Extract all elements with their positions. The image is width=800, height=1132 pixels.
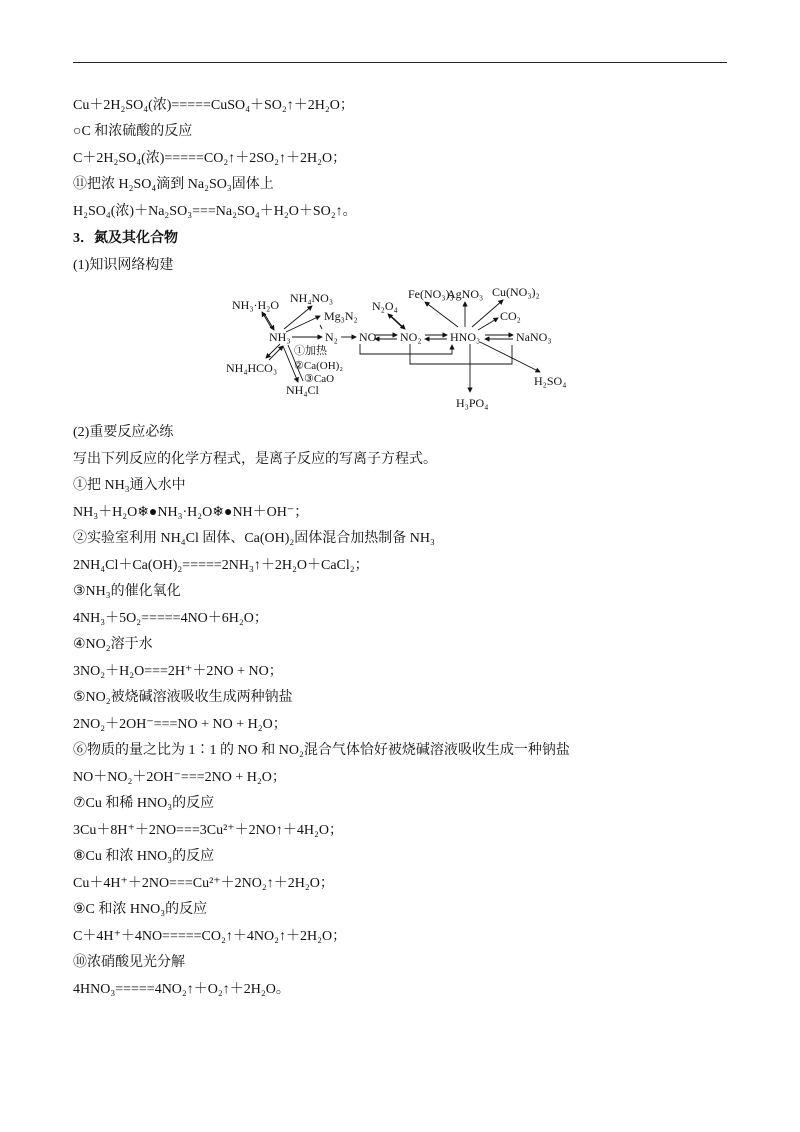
node-h3po4: H₃PO₄: [456, 396, 489, 410]
item-heading-10: ⑩浓硝酸见光分解: [73, 955, 185, 970]
node-n2: N₂: [325, 330, 338, 344]
node-cuno32: Cu(NO₃)₂: [492, 285, 540, 299]
node-hno3: HNO₃: [450, 330, 481, 344]
node-nh4hco3: NH₄HCO₃: [226, 361, 278, 375]
node-mg3n2: Mg₃N₂: [324, 309, 358, 323]
item-heading-11: ⑪把浓 H₂SO₄滴到 Na₂SO₃固体上: [73, 177, 274, 192]
equation-cu-conc-h2so4: Cu＋2H₂SO₄(浓)=====CuSO₄＋SO₂↑＋2H₂O；: [73, 98, 354, 113]
node-nh4cl: NH₄Cl: [286, 383, 319, 397]
equation-2: 2NH₄Cl＋Ca(OH)₂=====2NH₃↑＋2H₂O＋CaCl₂；: [73, 558, 369, 573]
equation-h2so4-na2so3: H₂SO₄(浓)＋Na₂SO₃===Na₂SO₄＋H₂O＋SO₂↑。: [73, 204, 357, 219]
node-nano3: NaNO₃: [516, 330, 552, 344]
item-heading-8: ⑧Cu 和浓 HNO₃的反应: [73, 849, 215, 864]
node-agno3: AgNO₃: [447, 287, 484, 301]
node-nh3: NH₃: [269, 330, 291, 344]
item-heading-3: ③NH₃的催化氧化: [73, 584, 181, 599]
item-heading-7: ⑦Cu 和稀 HNO₃的反应: [73, 796, 215, 811]
node-nh3-h2o: NH₃·H₂O: [232, 298, 280, 312]
condition-cao: ③CaO: [304, 373, 335, 385]
item-heading-6: ⑥物质的量之比为 1∶1 的 NO 和 NO₂混合气体恰好被烧碱溶液吸收生成一种钠盐: [73, 743, 570, 758]
item-heading-1: ①把 NH₃通入水中: [73, 478, 186, 493]
equation-1: NH₃＋H₂O❄●NH₃·H₂O❄●NH＋OH⁻；: [73, 505, 309, 520]
item-heading-9: ⑨C 和浓 HNO₃的反应: [73, 902, 208, 917]
equation-4: 3NO₂＋H₂O===2H⁺＋2NO + NO；: [73, 664, 283, 679]
equation-3: 4NH₃＋5O₂=====4NO＋6H₂O；: [73, 611, 268, 626]
equation-6: NO＋NO₂＋2OH⁻===2NO + H₂O；: [73, 770, 286, 785]
node-n2o4: N₂O₄: [372, 299, 398, 313]
node-co2: CO₂: [500, 309, 521, 323]
equation-c-conc-h2so4: C＋2H₂SO₄(浓)=====CO₂↑＋2SO₂↑＋2H₂O；: [73, 151, 347, 166]
instruction: 写出下列反应的化学方程式，是离子反应的写离子方程式。: [73, 452, 437, 467]
condition-caoh2: ②Ca(OH)₂: [294, 360, 344, 372]
item-heading-c-h2so4: ○C 和浓硫酸的反应: [73, 124, 193, 139]
condition-heat: ①加热: [294, 345, 327, 357]
equation-5: 2NO₂＋2OH⁻===NO + NO + H₂O；: [73, 717, 287, 732]
equation-9: C＋4H⁺＋4NO=====CO₂↑＋4NO₂↑＋2H₂O；: [73, 929, 347, 944]
subsection-key-reactions: (2)重要反应必练: [73, 425, 174, 440]
node-feno33: Fe(NO₃)₃: [408, 287, 454, 301]
equation-8: Cu＋4H⁺＋2NO===Cu²⁺＋2NO₂↑＋2H₂O；: [73, 876, 334, 891]
nitrogen-network-diagram: [220, 282, 580, 412]
node-no: NO: [359, 330, 377, 344]
item-heading-5: ⑤NO₂被烧碱溶液吸收生成两种钠盐: [73, 690, 293, 705]
equation-7: 3Cu＋8H⁺＋2NO===3Cu²⁺＋2NO↑＋4H₂O；: [73, 823, 343, 838]
node-nh4no3: NH₄NO₃: [290, 291, 334, 305]
subsection-knowledge-network: (1)知识网络构建: [73, 258, 174, 273]
node-h2so4: H₂SO₄: [534, 374, 567, 388]
item-heading-4: ④NO₂溶于水: [73, 637, 153, 652]
equation-10: 4HNO₃=====4NO₂↑＋O₂↑＋2H₂O。: [73, 982, 290, 997]
node-no2: NO₂: [400, 330, 422, 344]
section-heading-nitrogen: 3．氮及其化合物: [73, 231, 178, 246]
item-heading-2: ②实验室利用 NH₄Cl 固体、Ca(OH)₂固体混合加热制备 NH₃: [73, 531, 435, 546]
header-rule: [73, 62, 727, 63]
